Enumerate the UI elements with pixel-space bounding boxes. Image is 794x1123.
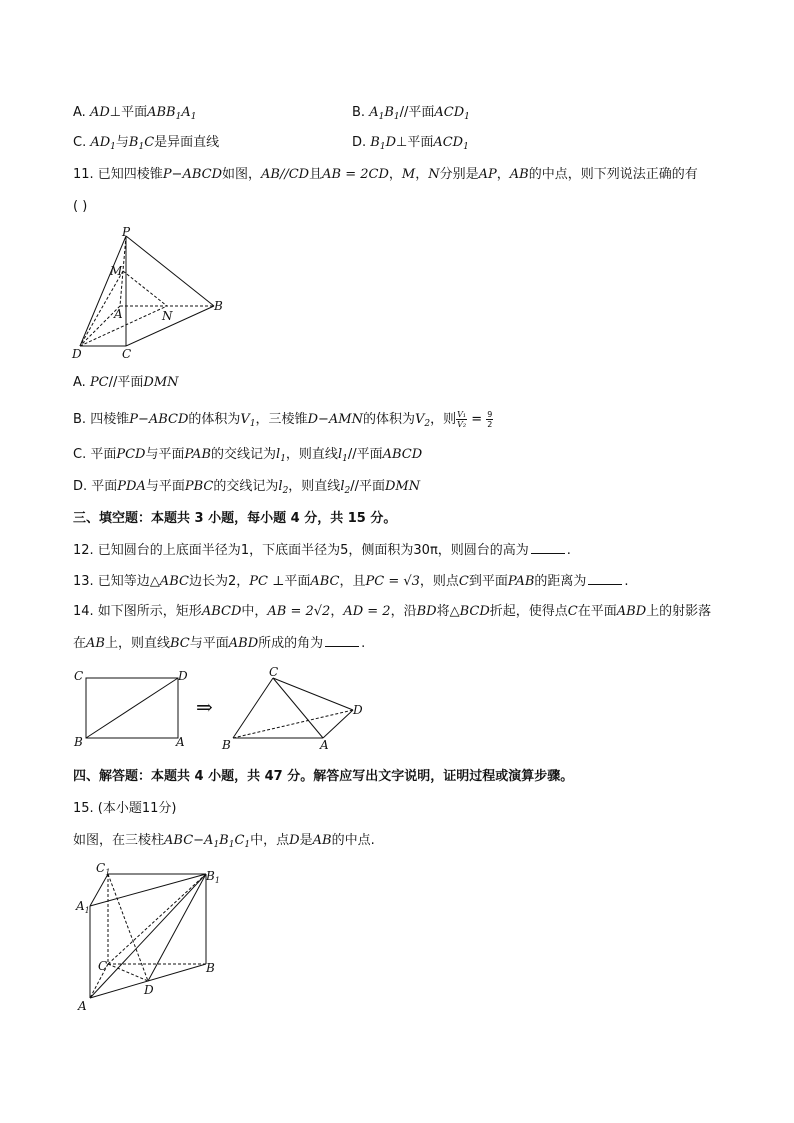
text: 平面: [90, 447, 117, 462]
math: BD: [416, 604, 437, 619]
segment-c1d: [108, 874, 148, 981]
text: 是: [299, 833, 313, 848]
label-b1: [205, 869, 220, 885]
subscript: 1: [378, 112, 385, 122]
number: 30π: [413, 543, 438, 558]
label-b: B: [214, 299, 223, 313]
math: PC ⊥: [249, 574, 285, 589]
math: B: [219, 833, 229, 848]
text: 与平面: [145, 447, 185, 462]
fraction-denominator: V₂: [457, 420, 467, 429]
diagonal-bd: [86, 678, 178, 738]
text: .: [624, 574, 629, 589]
subscript: 1: [379, 142, 386, 152]
segment-db1: [148, 874, 206, 981]
subscript: 1: [463, 142, 469, 152]
text: ，则点: [419, 574, 459, 589]
label-c: C: [74, 669, 84, 683]
q11-option-d: [73, 478, 420, 500]
text: ⊥平面: [109, 105, 148, 120]
math: P−ABCD: [129, 412, 189, 427]
q11-stem: [73, 166, 698, 184]
math: ABC−A: [164, 833, 214, 848]
section-title-solve: 四、解答题：本题共 4 小题，共 47 分。解答应写出文字说明，证明过程或演算步骤。: [73, 769, 574, 784]
label-d: D: [178, 669, 188, 683]
math: AB//CD: [261, 167, 310, 182]
label-b: B: [206, 961, 215, 975]
math: V: [240, 412, 250, 427]
text: 的距离为: [534, 574, 587, 589]
math: AD: [89, 105, 110, 120]
math: AD: [90, 135, 111, 150]
label-a-folded: A: [320, 738, 329, 752]
fraction-numerator: V₁: [457, 410, 467, 419]
prism-figure: [70, 858, 230, 1018]
text: 上的射影落: [646, 604, 712, 619]
q10-option-a: [73, 104, 196, 126]
math: ABC: [310, 574, 340, 589]
number: 1: [240, 543, 250, 558]
label-subscript: 1: [84, 906, 90, 915]
q15-heading: 15. (本小题11分): [73, 801, 177, 816]
math: PC = √3: [365, 574, 420, 589]
answer-blank[interactable]: [531, 541, 565, 554]
text: 的中点，则下列说法正确的有: [528, 167, 698, 182]
subscript: 1: [393, 112, 400, 122]
label-subscript: 1: [214, 876, 220, 885]
text: //平面: [347, 447, 383, 462]
q14-stem-line1: [73, 603, 711, 621]
fraction-v1-v2: [456, 410, 467, 429]
text: ，: [236, 574, 250, 589]
subscript: 1: [249, 419, 256, 429]
subscript: 1: [244, 840, 251, 850]
text: 11. 已知四棱锥: [73, 167, 163, 182]
math: ACD: [433, 135, 464, 150]
segment-dn: [80, 306, 167, 346]
text: ，则: [430, 412, 457, 427]
math: PDA: [117, 479, 146, 494]
math: ABCD: [201, 604, 242, 619]
math: l: [278, 479, 283, 494]
math: N: [428, 167, 440, 182]
label-a1: [75, 899, 90, 915]
text: 折起，使得点: [489, 604, 568, 619]
fraction-denominator: 2: [487, 420, 493, 429]
math: △ABC: [149, 574, 189, 589]
text: 14. 如下图所示，矩形: [73, 604, 202, 619]
text: .: [566, 543, 571, 558]
label-d: D: [72, 347, 82, 361]
edge-pd: [80, 236, 126, 346]
text: 12. 已知圆台的上底面半径为: [73, 543, 241, 558]
math: ABD: [228, 636, 259, 651]
option-label: A.: [73, 375, 90, 390]
subscript: 2: [424, 419, 431, 429]
label-c: C: [98, 959, 108, 973]
text: ⊥平面: [396, 135, 434, 150]
option-label: C.: [73, 135, 91, 150]
math: DMN: [384, 479, 421, 494]
math: AD = 2: [343, 604, 391, 619]
text: ，三棱锥: [255, 412, 308, 427]
edge-cd-folded: [273, 678, 353, 710]
label-text: C: [96, 861, 106, 875]
text: ，则直线: [285, 447, 338, 462]
text: 将: [436, 604, 450, 619]
text: ，侧面积为: [348, 543, 414, 558]
text: ，: [415, 167, 429, 182]
subscript: 1: [190, 112, 197, 122]
label-c: C: [122, 347, 132, 361]
q15-stem: [73, 832, 375, 854]
math: AB: [312, 833, 332, 848]
label-text: A: [76, 899, 85, 913]
equals-sign: =: [467, 412, 487, 427]
text: 是异面直线: [154, 135, 220, 150]
q11-option-a: [73, 374, 179, 392]
math: D: [385, 135, 397, 150]
text: ，: [388, 167, 402, 182]
math: l: [337, 447, 343, 462]
math: AB = 2√2: [267, 604, 331, 619]
text: 四棱锥: [90, 412, 130, 427]
text: 如图，在三棱柱: [73, 833, 165, 848]
fold-figure: [70, 664, 380, 754]
segment-mn: [123, 271, 167, 306]
text: 的中点.: [331, 833, 375, 848]
number: 5: [340, 543, 349, 558]
math: PAB: [507, 574, 535, 589]
math: DMN: [143, 375, 179, 390]
label-c1: [96, 861, 110, 877]
label-c-folded: C: [269, 665, 279, 679]
option-label: B.: [73, 412, 91, 427]
text: ，: [496, 167, 510, 182]
label-d-folded: D: [353, 703, 363, 717]
edge-a1b1: [90, 874, 206, 906]
edge-ad-folded: [323, 710, 353, 738]
q11-option-c: [73, 446, 422, 468]
math: A: [181, 105, 191, 120]
math: AB: [86, 636, 105, 651]
math: PBC: [184, 479, 214, 494]
label-subscript: 1: [105, 868, 111, 877]
math: BC: [169, 636, 190, 651]
text: 在: [73, 636, 87, 651]
option-label: A.: [73, 105, 90, 120]
text: 与平面: [189, 636, 229, 651]
option-label: C.: [73, 447, 91, 462]
pyramid-figure: [70, 224, 230, 364]
subscript: 1: [342, 454, 348, 464]
text: ，则直线: [288, 479, 341, 494]
math: PCD: [116, 447, 146, 462]
subscript: 1: [175, 112, 182, 122]
text: 所成的角为: [258, 636, 324, 651]
label-b-folded: B: [222, 738, 231, 752]
text: 与平面: [145, 479, 185, 494]
subscript: 2: [344, 486, 351, 496]
math: ABD: [616, 604, 647, 619]
subscript: 1: [138, 142, 145, 152]
segment-ab1: [90, 874, 206, 998]
answer-blank[interactable]: [325, 634, 359, 647]
edge-cb-folded: [233, 678, 273, 738]
subscript: 1: [280, 454, 286, 464]
fraction-9-2: [486, 410, 493, 429]
subscript: 2: [282, 486, 289, 496]
math: P−ABCD: [162, 167, 223, 182]
math: ACD: [434, 105, 465, 120]
text: 的交线记为: [213, 479, 279, 494]
text: //平面: [350, 479, 385, 494]
q10-option-b: [352, 104, 470, 126]
math: PAB: [184, 447, 211, 462]
math: D−AMN: [307, 412, 363, 427]
text: 分别是: [439, 167, 479, 182]
option-label: D.: [352, 135, 371, 150]
label-n: N: [162, 309, 173, 323]
label-a: A: [114, 307, 123, 321]
text: .: [361, 636, 366, 651]
q13-stem: [73, 572, 629, 591]
label-a: A: [78, 999, 87, 1013]
math: C: [567, 604, 578, 619]
text: 且: [309, 167, 323, 182]
math: ABCD: [382, 447, 423, 462]
text: //平面: [399, 105, 435, 120]
label-m: M: [110, 264, 123, 278]
option-label: D.: [73, 479, 92, 494]
text: ，: [330, 604, 344, 619]
q10-option-c: [73, 134, 219, 156]
subscript: 1: [228, 840, 235, 850]
text: 边长为: [188, 574, 228, 589]
subscript: 1: [213, 840, 220, 850]
text: ，下底面半径为: [249, 543, 341, 558]
text: 中，: [241, 604, 268, 619]
q10-option-d: [352, 134, 469, 156]
math: A: [369, 105, 379, 120]
math: V: [414, 412, 425, 427]
q11-paren: ( ): [73, 199, 88, 214]
text: ，沿: [390, 604, 417, 619]
text: 与: [115, 135, 129, 150]
text: ，且: [339, 574, 366, 589]
math: B: [384, 105, 394, 120]
text: 平面: [91, 479, 118, 494]
math: l: [340, 479, 345, 494]
text: //平面: [108, 375, 144, 390]
q14-stem-line2: [73, 634, 365, 653]
text: ，则圆台的高为: [437, 543, 529, 558]
text: 在平面: [577, 604, 617, 619]
label-d: D: [144, 983, 154, 997]
label-b: B: [74, 735, 83, 749]
option-label: B.: [352, 105, 370, 120]
edge-c1a1: [90, 874, 108, 906]
text: 的体积为: [188, 412, 241, 427]
text: 平面: [284, 574, 311, 589]
label-a: A: [176, 735, 185, 749]
math: B: [128, 135, 139, 150]
math: ABB: [147, 105, 176, 120]
edge-pb: [126, 236, 214, 306]
math: B: [370, 135, 380, 150]
number: 2: [227, 574, 237, 589]
label-p: P: [122, 225, 131, 239]
math: PC: [89, 375, 109, 390]
math: C: [144, 135, 155, 150]
q12-stem: [73, 541, 571, 560]
section-title-fill-in: 三、填空题：本题共 3 小题，每小题 4 分，共 15 分。: [73, 511, 397, 526]
implies-arrow-icon: ⇒: [196, 695, 213, 719]
text: 13. 已知等边: [73, 574, 150, 589]
text: 如图，: [222, 167, 262, 182]
fraction-numerator: 9: [487, 410, 493, 419]
edge-bd-folded: [233, 710, 353, 738]
math: AP: [478, 167, 497, 182]
answer-blank[interactable]: [588, 572, 622, 585]
math: AB = 2CD: [322, 167, 389, 182]
text: 到平面: [468, 574, 508, 589]
math: M: [401, 167, 416, 182]
math: D: [289, 833, 300, 848]
math: AB: [509, 167, 529, 182]
math: △BCD: [449, 604, 490, 619]
math: l: [276, 447, 281, 462]
subscript: 1: [464, 112, 470, 122]
subscript: 1: [110, 142, 116, 152]
text: 的交线记为: [211, 447, 277, 462]
edge-ca-folded: [273, 678, 323, 738]
text: 中，点: [250, 833, 290, 848]
text: 上，则直线: [104, 636, 170, 651]
q11-option-b: [73, 410, 493, 433]
label-text: B: [206, 869, 215, 883]
math: C: [234, 833, 245, 848]
math: C: [458, 574, 469, 589]
text: 的体积为: [362, 412, 415, 427]
